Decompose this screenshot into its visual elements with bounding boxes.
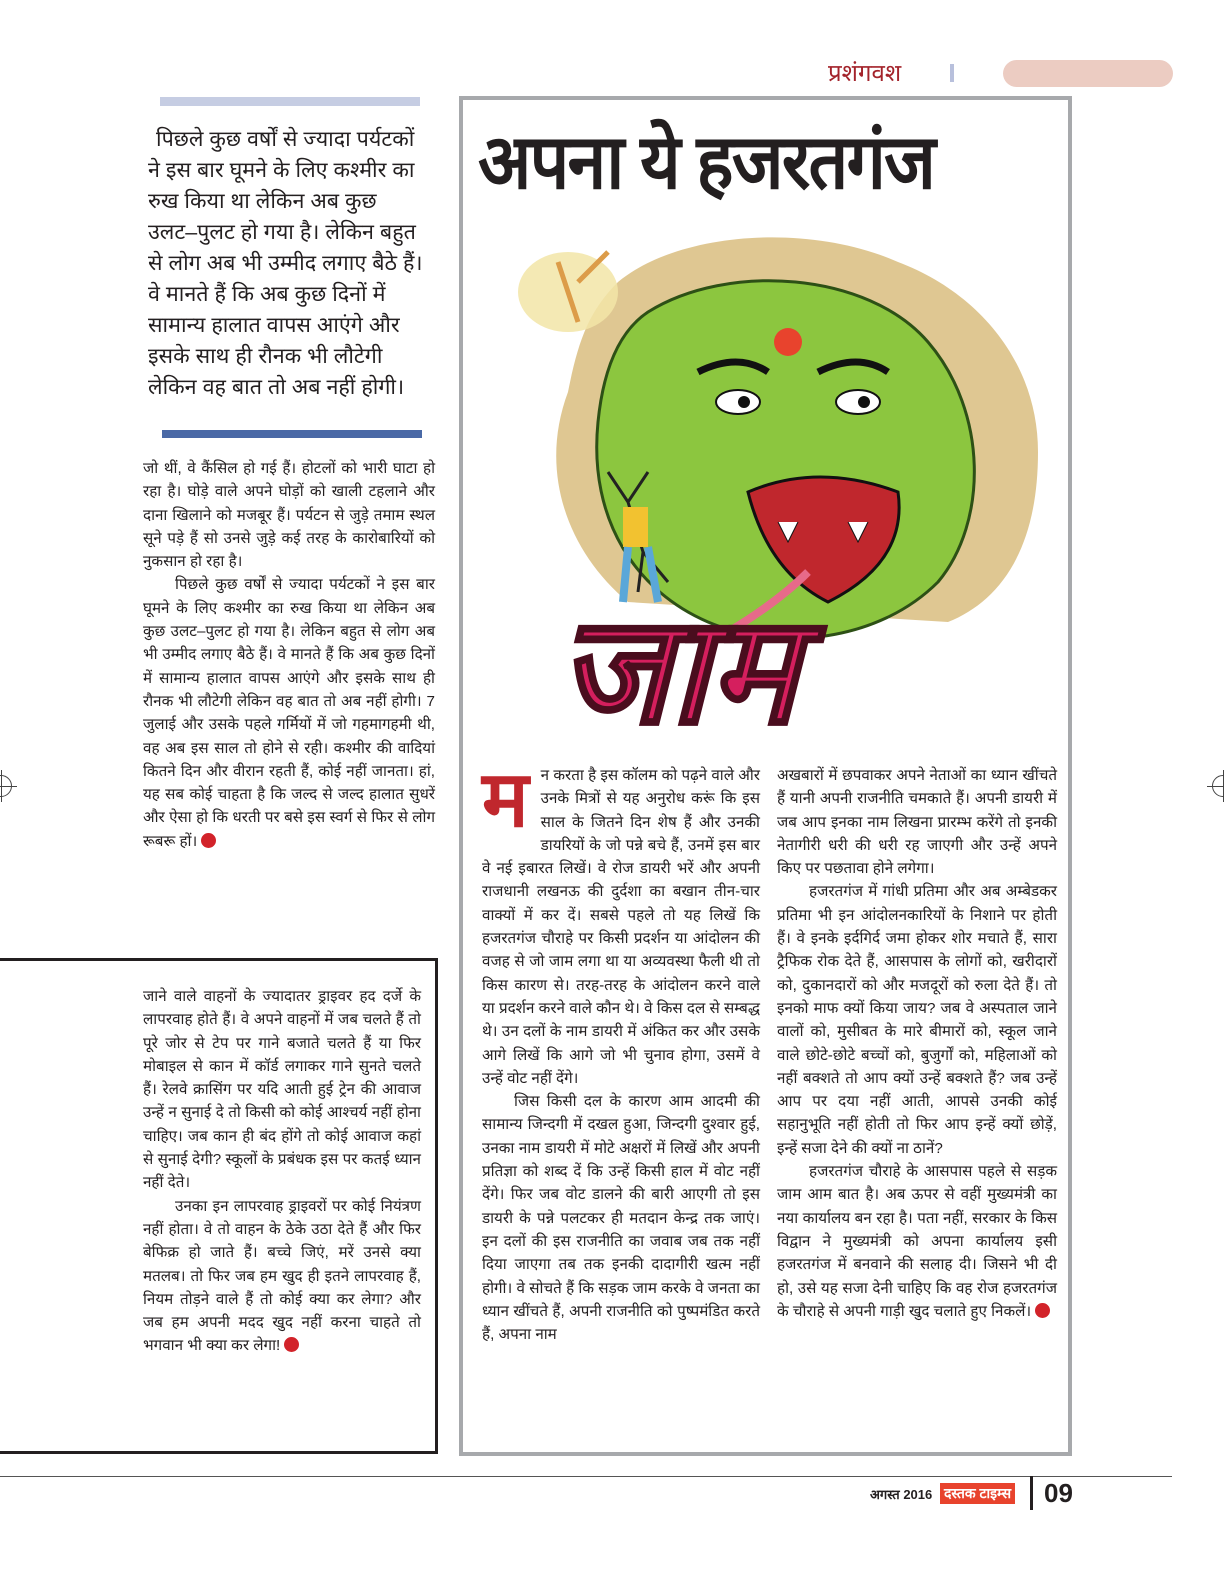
- pullquote-bottom-rule: [162, 430, 422, 438]
- end-mark-icon: [201, 833, 216, 848]
- paragraph: न करता है इस कॉलम को पढ़ने वाले और उनके मित्रों से यह अनुरोध करूं कि इस साल के जितने दिन शेष हैं और उनकी डायरियों के जो पन्ने बचे हैं, उनमें इस बार वे नई इबारत लिखें। वे रोज डायरी भरें और अपनी राजधानी लखनऊ की दुर्दशा का बखान तीन-चार वाक्यों में कर दें। सबसे पहले तो यह लिखें कि हजरतगंज चौराहे पर किसी प्रदर्शन या आंदोलन की वजह से जो जाम लगा था या अव्यवस्था फैली थी तो किस कारण से। तरह-तरह के आंदोलन करने वाले या प्रदर्शन करने वाले कौन थे। वे किस दल से सम्बद्ध थे। उन दलों के नाम डायरी में अंकित कर और उसके आगे लिखें कि आगे जो भी चुनाव होगा, उसमें वे उन्हें वोट नहीं देंगे।: [482, 767, 760, 1087]
- end-mark-icon: [284, 1337, 299, 1352]
- paragraph: जाने वाले वाहनों के ज्यादातर ड्राइवर हद दर्जे के लापरवाह होते हैं। वे अपने वाहनों में जब चलते हैं तो पूरे जोर से टेप पर गाने बजाते चलते हैं या फिर मोबाइल से कान में कॉर्ड लगाकर गाने सुनते चलते हैं। रेलवे क्रासिंग पर यदि आती हुई ट्रेन की आवाज उन्हें न सुनाई दे तो किसी को कोई आश्चर्य नहीं होना चाहिए। जब कान ही बंद होंगे तो कोई आवाज कहां से सुनाई देगी? स्कूलों के प्रबंधक इस पर कतई ध्यान नहीं देते।: [143, 988, 421, 1192]
- end-mark-icon: [1035, 1303, 1050, 1318]
- footer-rule: [0, 1476, 1172, 1477]
- paragraph: पिछले कुछ वर्षों से ज्यादा पर्यटकों ने इस बार घूमने के लिए कश्मीर का रुख किया था लेकिन अब कुछ उलट–पुलट हो गया है। लेकिन बहुत से लोग अब भी उम्मीद लगाए बैठे हैं। वे मानते हैं कि अब कुछ दिनों में सामान्य हालात वापस आएंगे और इसके साथ ही रौनक भी लौटेगी लेकिन वह बात तो अब नहीं होगी। 7 जुलाई और उसके पहले गर्मियों में जो गहमागहमी थी, वह अब इस साल तो होने से रही। कश्मीर की वादियां कितने दिन और वीरान रहती हैं, कोई नहीं जानता। हां, यह सब कोई चाहता है कि जल्द से जल्द हालात सुधरें और ऐसा हो कि धरती पर बसे इस स्वर्ग से फिर से लोग रूबरू हों।: [143, 576, 435, 850]
- registration-mark-left: [0, 775, 12, 797]
- paragraph: जिस किसी दल के कारण आम आदमी की सामान्य जिन्दगी में दखल हुआ, जिन्दगी दुश्वार हुई, उनका नाम डायरी में मोटे अक्षरों में लिखें और अपनी प्रतिज्ञा को शब्द दें कि उन्हें किसी हाल में वोट नहीं देंगे। फिर जब वोट डालने की बारी आएगी तो इस डायरी के पन्ने पलटकर ही मतदान केन्द्र तक जाएं। इन दलों की इस राजनीति का जवाब जब तक नहीं दिया जाएगा तब तक इनकी दादागीरी खत्म नहीं होगी। वे सोचते हैं कि सड़क जाम करके वे जनता का ध्यान खींचते हैं, अपनी राजनीति को पुष्पमंडित करते हैं, अपना नाम: [482, 1093, 760, 1344]
- page-number: 09: [1044, 1478, 1073, 1508]
- section-label: प्रशंगवश: [828, 60, 902, 87]
- deity-figure: [518, 252, 618, 332]
- magazine-logo: दस्तक टाइम्स: [940, 1483, 1015, 1504]
- article-column-1: [482, 755, 760, 1346]
- section-divider: [950, 64, 954, 82]
- paragraph: हजरतगंज में गांधी प्रतिमा और अब अम्बेडकर प्रतिमा भी इन आंदोलनकारियों के निशाने पर होती हैं। वे इनके इर्दगिर्द जमा होकर शोर मचाते हैं, सारा ट्रैफिक रोक देते हैं, आसपास के लोगों को, खरीदारों को, दुकानदारों को और मजदूरों को रुला देते हैं। तो इनको माफ क्यों किया जाय? जब वे अस्पताल जाने वालों को, मुसीबत के मारे बीमारों को, स्कूल जाने वाले छोटे-छोटे बच्चों को, बुजुर्गों को, महिलाओं को नहीं बक्शते तो आप क्यों उन्हें बक्शते हैं? जब उन्हें आप पर दया नहीं आती, आपसे उनकी कोई सहानुभूति नहीं होती तो फिर आप इन्हें क्यों छोड़ें, इन्हें सजा देने की क्यों ना ठानें?: [777, 883, 1057, 1157]
- paragraph: अखबारों में छपवाकर अपने नेताओं का ध्यान खींचते हैं यानी अपनी राजनीति चमकाते हैं। अपनी डायरी में जब आप इनका नाम लिखना प्रारम्भ करेंगे तो इनकी नेतागीरी धरी की धरी रह जाएगी और उन्हें अपने किए पर पछतावा होने लगेगा।: [777, 767, 1057, 878]
- dropcap: म: [482, 755, 529, 843]
- pullquote-top-rule: [160, 97, 420, 106]
- illustration-jam-text: जाम: [558, 586, 798, 742]
- footer-separator: [1030, 1476, 1033, 1510]
- pullquote: [148, 124, 430, 403]
- section-pill-decoration: [1003, 60, 1173, 87]
- left-column: [143, 457, 435, 853]
- bindi: [774, 328, 802, 356]
- boxed-story-column: [143, 985, 421, 1358]
- article-title: अपना ये हजरतगंज: [478, 120, 935, 205]
- cartoon-illustration: [478, 222, 1058, 742]
- footer-date: अगस्त 2016: [870, 1487, 933, 1502]
- paragraph: उनका इन लापरवाह ड्राइवरों पर कोई नियंत्रण नहीं होता। वे तो वाहन के ठेके उठा देते हैं और फिर बेफिक्र हो जाते हैं। बच्चे जिएं, मरें उनसे क्या मतलब। तो फिर जब हम खुद ही इतने लापरवाह हैं, नियम तोड़ने वाले हैं तो कोई क्या कर लेगा? और जब हम अपनी मदद खुद नहीं करना चाहते तो भगवान भी क्या कर लेगा!: [143, 1197, 421, 1355]
- pullquote-text: पिछले कुछ वर्षों से ज्यादा पर्यटकों ने इस बार घूमने के लिए कश्मीर का रुख किया था लेकिन अब कुछ उलट–पुलट हो गया है। लेकिन बहुत से लोग अब भी उम्मीद लगाए बैठे हैं। वे मानते हैं कि अब कुछ दिनों में सामान्य हालात वापस आएंगे और इसके साथ ही रौनक भी लौटेगी लेकिन वह बात तो अब नहीं होगी।: [148, 127, 423, 399]
- registration-mark-right: [1212, 775, 1224, 797]
- paragraph: जो थीं, वे कैंसिल हो गई हैं। होटलों को भारी घाटा हो रहा है। घोड़े वाले अपने घोड़ों को खाली टहलाने और दाना खिलाने को मजबूर हैं। पर्यटन से जुड़े तमाम स्थल सूने पड़े हैं सो उनसे जुड़े कई तरह के कारोबारियों को नुकसान हो रहा है।: [143, 460, 435, 571]
- paragraph: हजरतगंज चौराहे के आसपास पहले से सड़क जाम आम बात है। अब ऊपर से वहीं मुख्यमंत्री का नया कार्यालय बन रहा है। पता नहीं, सरकार के किस विद्वान ने मुख्यमंत्री को अपना कार्यालय इसी हजरतगंज में बनवाने की सलाह दी। जिसने भी दी हो, उसे यह सजा देनी चाहिए कि वह रोज हजरतगंज के चौराहे से अपनी गाड़ी खुद चलाते हुए निकलें।: [777, 1163, 1057, 1320]
- article-column-2: [777, 764, 1057, 1323]
